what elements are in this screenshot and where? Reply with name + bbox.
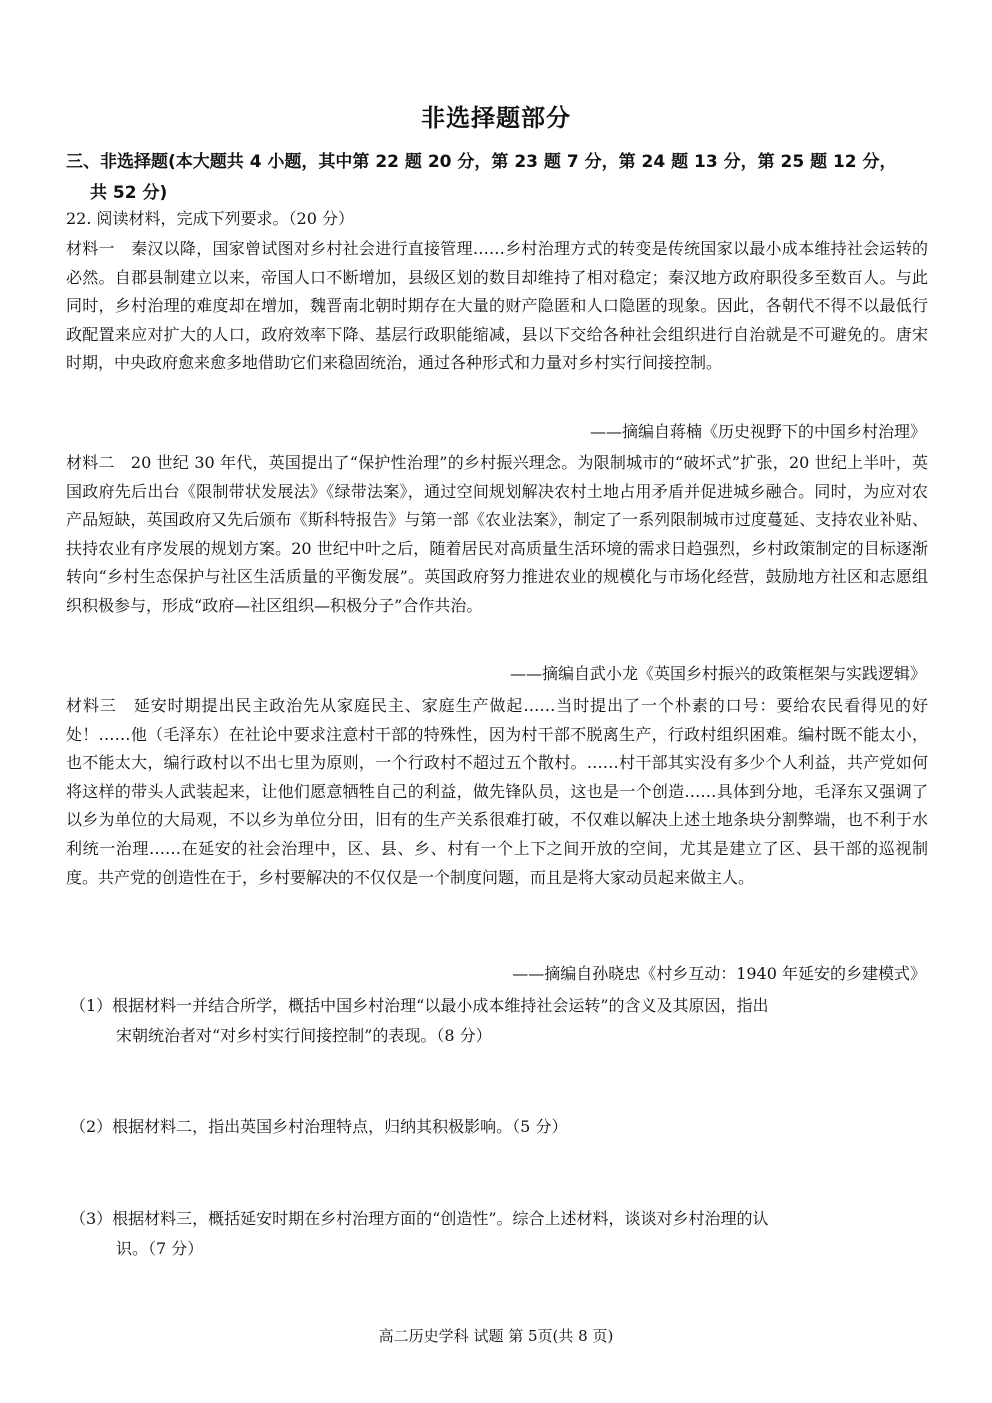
sub-question-1-line1: （1）根据材料一并结合所学，概括中国乡村治理“以最小成本维持社会运转”的含义及其原因，指出 xyxy=(70,996,769,1015)
material-3-source: ——摘编自孙晓忠《村乡互动：1940 年延安的乡建模式》 xyxy=(512,964,926,983)
sub-question-2-line1: （2）根据材料二，指出英国乡村治理特点，归纳其积极影响。（5 分） xyxy=(70,1117,568,1136)
page-title: 非选择题部分 xyxy=(421,104,571,132)
material-2-source: ——摘编自武小龙《英国乡村振兴的政策框架与实践逻辑》 xyxy=(509,664,926,683)
material-2-text: 材料二 20 世纪 30 年代，英国提出了“保护性治理”的乡村振兴理念。为限制城市的“破坏式”扩张，20 世纪上半叶，英国政府先后出台《限制带状发展法》《绿带法案》，通过空间规划解决农村土地占用矛盾并促进城乡融合。同时，为应对农产品短缺，英国政府又先后颁布《斯科特报告》与第一部《农业法案》，制定了一系列限制城市过度蔓延、支持农业补贴、扶持农业有序发展的规划方案。20 世纪中叶之后，随着居民对高质量生活环境的需求日趋强烈，乡村政策制定的目标逐渐转向“乡村生态保护与社区生活质量的平衡发展”。英国政府努力推进农业的规模化与市场化经营，鼓励地方社区和志愿组织积极参与，形成“政府—社区组织—积极分子”合作共治。 xyxy=(66,453,928,615)
sub-question-1-line2: 宋朝统治者对“对乡村实行间接控制”的表现。（8 分） xyxy=(116,1026,492,1045)
question-22-heading: 22. 阅读材料，完成下列要求。（20 分） xyxy=(66,209,354,228)
material-1-text: 材料一 秦汉以降，国家曾试图对乡村社会进行直接管理……乡村治理方式的转变是传统国家以最小成本维持社会运转的必然。自郡县制建立以来，帝国人口不断增加，县级区划的数目却维持了相对稳定；秦汉地方政府职役多至数百人。与此同时，乡村治理的难度却在增加，魏晋南北朝时期存在大量的财产隐匿和人口隐匿的现象。因此，各朝代不得不以最低行政配置来应对扩大的人口，政府效率下降、基层行政职能缩减，县以下交给各种社会组织进行自治就是不可避免的。唐宋时期，中央政府愈来愈多地借助它们来稳固统治，通过各种形式和力量对乡村实行间接控制。 xyxy=(66,239,928,373)
section-heading-line2: 共 52 分) xyxy=(90,183,168,203)
material-1-source: ——摘编自蒋楠《历史视野下的中国乡村治理》 xyxy=(589,422,926,441)
sub-question-1 xyxy=(70,991,930,1051)
material-3-text: 材料三 延安时期提出民主政治先从家庭民主、家庭生产做起……当时提出了一个朴素的口号：要给农民看得见的好处！……他（毛泽东）在社论中要求注意村干部的特殊性，因为村干部不脱离生产，行政村组织困难。编村既不能太小，也不能太大，编行政村以不出七里为原则，一个行政村不超过五个散村。……村干部其实没有多少个人利益，共产党如何将这样的带头人武装起来，让他们愿意牺牲自己的利益，做先锋队员，这也是一个创造……具体到分地，毛泽东又强调了以乡为单位的大局观，不以乡为单位分田，旧有的生产关系很难打破，不仅难以解决上述土地条块分割弊端，也不利于水利统一治理……在延安的社会治理中，区、县、乡、村有一个上下之间开放的空间，尤其是建立了区、县干部的巡视制度。共产党的创造性在于，乡村要解决的不仅仅是一个制度问题，而且是将大家动员起来做主人。 xyxy=(66,696,928,887)
sub-question-3 xyxy=(70,1204,930,1264)
sub-question-3-line2: 识。（7 分） xyxy=(116,1239,204,1258)
page-footer: 高二历史学科 试题 第 5页(共 8 页) xyxy=(378,1327,614,1345)
section-heading-line1: 三、非选择题(本大题共 4 小题，其中第 22 题 20 分，第 23 题 7 分，第 24 题 13 分，第 25 题 12 分， xyxy=(66,152,897,172)
sub-question-2 xyxy=(70,1112,930,1142)
sub-question-3-line1: （3）根据材料三，概括延安时期在乡村治理方面的“创造性”。综合上述材料，谈谈对乡村治理的认 xyxy=(70,1209,769,1228)
